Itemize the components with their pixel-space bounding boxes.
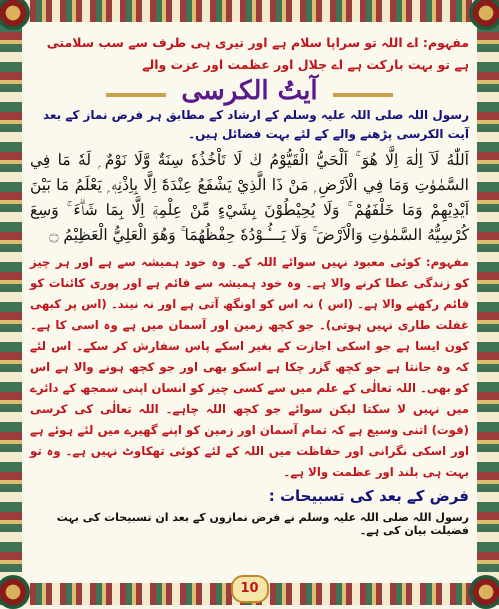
meaning-text bbox=[30, 252, 469, 483]
meaning-label: مفہوم: bbox=[425, 255, 469, 269]
title-block bbox=[30, 76, 469, 106]
meaning-body: کوئی معبود نہیں سوائے اللہ کے۔ وہ خود ہمیشہ سے ہے اور ہر چیز کو زندگی عطا کرنے والا ہے۔ وہ خود ہمیشہ سے قائم ہے اور پوری کائنات کو قائم رکھنے والا ہے۔ (اس ) نہ اس کو اونگھ آتی ہے اور نہ نیند۔ (اس پر کبھی غفلت طاری نہیں ہوتی)۔ جو کچھ زمین اور آسمان میں ہے وہ اسی کا ہے۔ کون ایسا ہے جو اسکی اجازت کے بغیر اسکے پاس سفارش کر سکے۔ اس لئے کہ وہ جانتا ہے جو کچھ گزر چکا ہے اسکو بھی اور جو کچھ ہونے والا ہے اس کو بھی۔ اللہ تعالٰی کے علم میں سے کسی چیز کو انسان اپنی سمجھ کے دائرے میں نہیں لا سکتا لیکن سوائے جو کچھ اللہ چاہے۔ اللہ تعالٰی کی کرسی (قوت) اتنی وسیع ہے کہ تمام آسمان اور زمین کو اپنے گھیرے میں لئے ہوئے ہے اور اسکی نگرانی اور حفاظت میں اللہ کے لئے کوئی تھکاوٹ نہیں ہے۔ وہ تو بہت ہی بلند اور عظمت والا ہے۔ bbox=[30, 255, 469, 479]
hadith-text: رسول اللہ صلی اللہ علیہ وسلم کے ارشاد کے مطابق ہر فرض نماز کے بعد آیت الکرسی پڑھنے والے کے لئے بہت فضائل ہیں۔ bbox=[42, 108, 469, 141]
closing-note: رسول اللہ صلی اللہ علیہ وسلم نے فرض نمازوں کے بعد ان تسبیحات کی بہت فضیلت بیان کی ہے۔ bbox=[56, 511, 469, 537]
section-subheading: فرض کے بعد کی تسبیحات : bbox=[268, 487, 469, 505]
corner-ornament-icon bbox=[0, 0, 30, 30]
title-ornament-icon bbox=[333, 93, 393, 97]
corner-ornament-icon bbox=[469, 0, 499, 30]
page-title: آیتُ الکرسی bbox=[181, 76, 318, 106]
decorative-border-left bbox=[0, 22, 22, 583]
intro-meaning: مفہوم: اے اللہ تو سراپا سلام ہے اور تیری ہی طرف سے سب سلامتی ہے تو بہت بارکت ہے اے جلال اور عظمت اور عزت والے bbox=[46, 35, 469, 72]
title-ornament-icon bbox=[106, 93, 166, 97]
page-number: 10 bbox=[231, 575, 269, 603]
ayat-al-kursi-arabic: اَللّٰهُ لَآ اِلٰهَ اِلَّا هُوَ ۚ اَلْحَيُّ الْقَيُّوْمُ ڬ لَا تَاْخُذُهٗ سِنَةٌ وَّلَا نَوْمٌ ۭ لَهٗ مَا فِي السَّمٰوٰتِ وَمَا فِي الْاَرْضِ ۭ مَنْ ذَا الَّذِيْ يَشْفَعُ عِنْدَهٗٓ اِلَّا بِاِذْنِهٖ ۭ يَعْلَمُ مَا بَيْنَ اَيْدِيْهِمْ وَمَا خَلْفَهُمْ ۚ وَلَا يُحِيْطُوْنَ بِشَيْءٍ مِّنْ عِلْمِهٖٓ اِلَّا بِمَا شَاۗءَ ۚ وَسِعَ كُرْسِيُّهُ السَّمٰوٰتِ وَالْاَرْضَ ۚ وَلَا يَـــُٔـوْدُهٗ حِفْظُهُمَا ۚ وَهُوَ الْعَلِيُّ الْعَظِيْمُ ۝ bbox=[30, 151, 469, 244]
corner-ornament-icon bbox=[469, 575, 499, 609]
page-content bbox=[30, 26, 469, 579]
decorative-border-top bbox=[0, 0, 499, 22]
decorative-border-right bbox=[477, 22, 499, 583]
